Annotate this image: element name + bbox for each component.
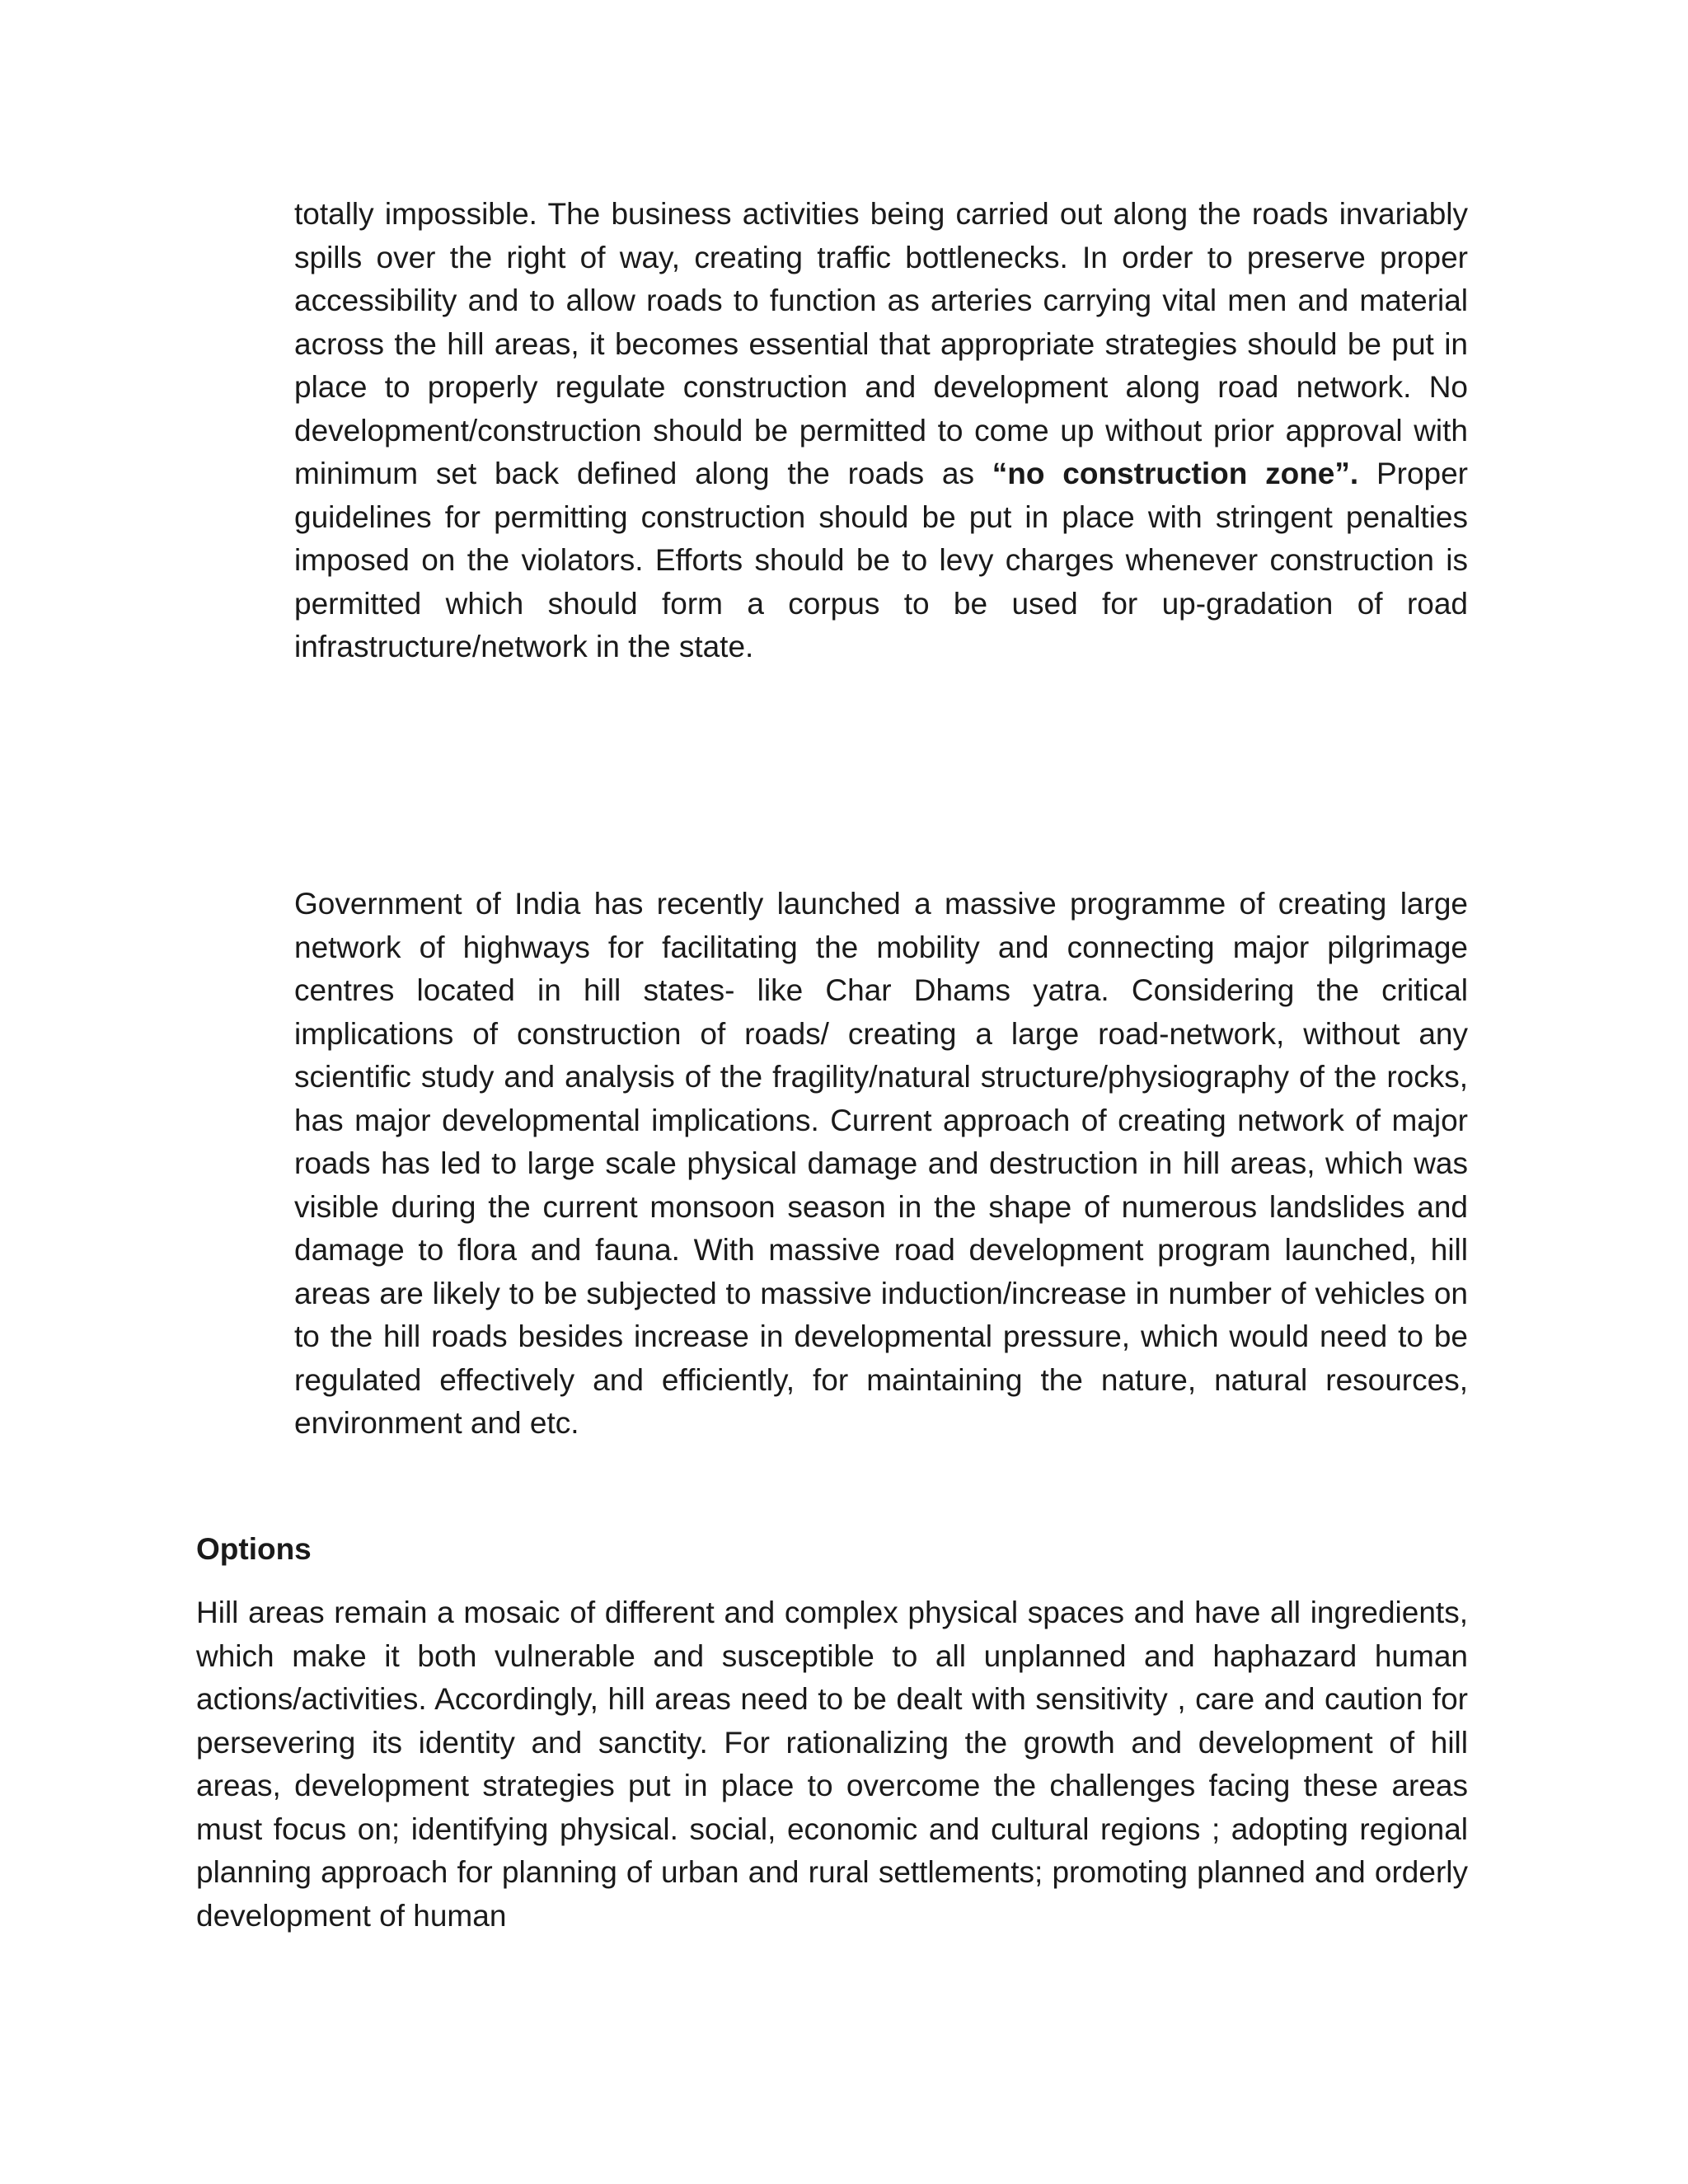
paragraph-highway-programme: Government of India has recently launched a massive programme of creating large network of highways for facilitating the mobility and connecting major pilgrimage centres located in hill states- like Char Dhams yatra. Considering the critical implications of construction of roads/ creating a large road-network, without any scientific study and analysis of the fragility/natural structure/physiography of the rocks, has major developmental implications. Current approach of creating network of major roads has led to large scale physical damage and destruction in hill areas, which was visible during the current monsoon season in the shape of numerous landslides and damage to flora and fauna. With massive road development program launched, hill areas are likely to be subjected to massive induction/increase in number of vehicles on to the hill roads besides increase in developmental pressure, which would need to be regulated effectively and efficiently, for maintaining the nature, natural resources, environment and etc. <box>294 887 1468 1440</box>
paragraph-hill-areas: Hill areas remain a mosaic of different and complex physical spaces and have all ingredients, which make it both vulnerable and susceptible to all unplanned and haphazard human actions/activities. Accordingly, hill areas need to be dealt with sensitivity , care and caution for persevering its identity and sanctity. For rationalizing the growth and development of hill areas, development strategies put in place to overcome the challenges facing these areas must focus on; identifying physical. social, economic and cultural regions ; adopting regional planning approach for planning of urban and rural settlements; promoting planned and orderly development of human <box>196 1596 1468 1933</box>
paragraph-1-text-end: Proper guidelines for permitting construction should be put in place with stringent penalties imposed on the violators. Efforts should be to levy charges whenever construction is permitted which should form a corpus to be used for up-gradation of road infrastructure/network in the state. <box>294 457 1469 663</box>
options-heading: Options <box>196 1532 312 1566</box>
paragraph-road-regulation <box>294 193 1468 669</box>
no-construction-zone-phrase: “no construction zone”. <box>992 457 1359 490</box>
paragraph-1-text-start: totally impossible. The business activities being carried out along the roads invariably spills over the right of way, creating traffic bottlenecks. In order to preserve proper accessibility and to allow roads to function as arteries carrying vital men and material across the hill areas, it becomes essential that appropriate strategies should be put in place to properly regulate construction and development along road network. No development/construction should be permitted to come up without prior approval with minimum set back defined along the roads as <box>294 197 1468 490</box>
